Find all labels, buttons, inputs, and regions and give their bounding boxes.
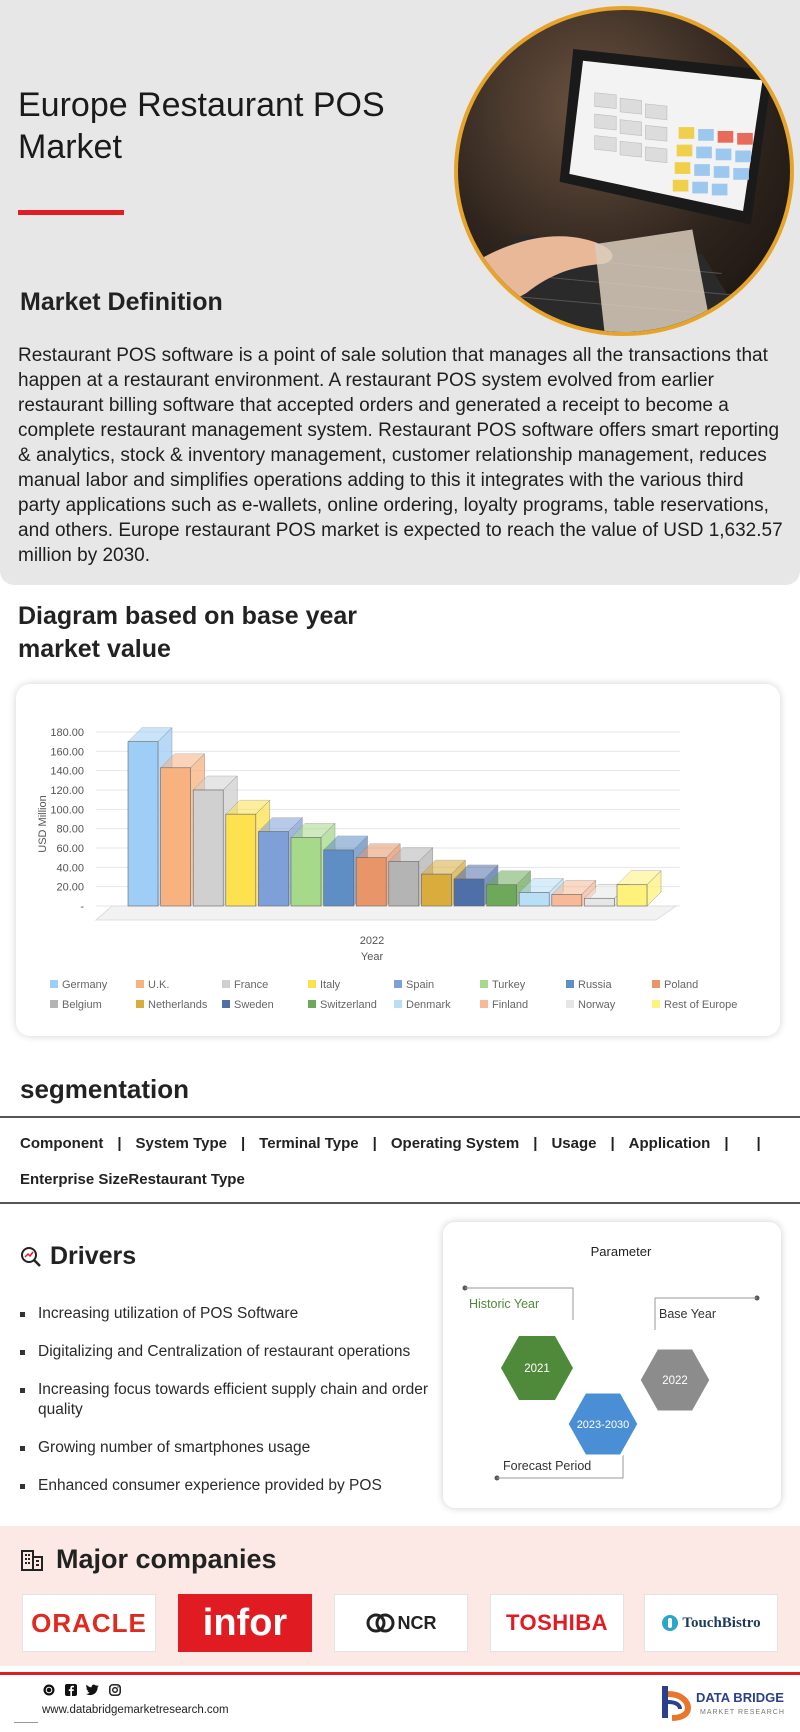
header-section <box>0 0 800 585</box>
legend-label: Rest of Europe <box>664 999 738 1011</box>
segmentation-divider-top <box>0 1116 800 1118</box>
data-bridge-mark-icon <box>662 1686 688 1718</box>
bar <box>552 894 582 906</box>
segmentation-item: Terminal Type <box>259 1135 359 1152</box>
legend-label: Poland <box>664 979 699 991</box>
parameter-diagram <box>443 1222 781 1508</box>
legend-label: Finland <box>492 999 529 1011</box>
x-tick-label: 2022 <box>359 935 385 947</box>
bar <box>258 832 288 906</box>
oracle-logo <box>22 1594 156 1652</box>
bar <box>519 892 549 906</box>
legend-swatch <box>136 1000 144 1008</box>
y-axis-label: USD Million <box>37 795 49 853</box>
legend-label: Denmark <box>406 999 451 1011</box>
y-tick-label: - <box>80 901 84 913</box>
market-definition-text: Restaurant POS software is a point of sale solution that manages all the transactions that happen at a restaurant environment. A restaurant POS system evolved from earlier restaurant billing software that accepted orders and generated a receipt to become a complete restaurant management system. Restaurant POS software offers smart reporting & analytics, stock & inventory management, customer relationship management, reduces manual labor and simplifies operations adding to this it integrates with the various third party applications such as e-wallets, online ordering, loyalty programs, table reservations, and others. Europe restaurant POS market is expected to reach the value of USD 1,632.57 million by 2030. <box>18 345 783 566</box>
data-bridge-brand-sub: MARKET RESEARCH <box>700 1709 785 1716</box>
companies-heading <box>20 1544 277 1575</box>
social-links <box>42 1683 121 1696</box>
segmentation-item: System Type <box>135 1135 227 1152</box>
parameter-title: Parameter <box>590 1244 652 1259</box>
infor-logo-text: infor <box>202 1601 288 1644</box>
legend-label: Turkey <box>492 979 526 991</box>
segmentation-separator: | <box>117 1135 122 1152</box>
segmentation-heading: segmentation <box>20 1074 190 1104</box>
y-tick-label: 60.00 <box>56 843 84 855</box>
historic-year-value: 2021 <box>524 1363 550 1375</box>
legend-swatch <box>566 980 574 988</box>
drivers-heading <box>20 1242 136 1271</box>
y-tick-label: 80.00 <box>56 823 84 836</box>
bar <box>128 742 158 906</box>
drivers-list <box>20 1304 440 1514</box>
forecast-period-value: 2023-2030 <box>576 1419 630 1431</box>
legend-label: Belgium <box>62 999 102 1011</box>
magnifier-icon <box>20 1246 42 1268</box>
segmentation-separator: | <box>372 1135 377 1152</box>
legend-label: Spain <box>406 979 435 991</box>
legend-swatch <box>480 1000 488 1008</box>
y-tick-label: 20.00 <box>56 881 84 894</box>
bar <box>454 879 484 906</box>
segmentation-separator: | <box>724 1135 729 1152</box>
footer-rule <box>14 1722 38 1723</box>
segmentation-item: Restaurant Type <box>128 1171 245 1188</box>
bar <box>617 885 647 906</box>
y-tick-label: 120.00 <box>50 785 84 797</box>
base-year-value: 2022 <box>662 1375 688 1387</box>
bar <box>421 874 451 906</box>
ncr-logo <box>334 1594 468 1652</box>
footer-divider <box>0 1672 800 1675</box>
pos-terminal-photo <box>454 6 794 336</box>
touchbistro-logo <box>644 1594 778 1652</box>
segmentation-separator: | <box>533 1135 538 1152</box>
ncr-logo-text: NCR <box>397 1612 437 1633</box>
driver-item: Increasing focus towards efficient supply chain and order quality <box>20 1380 440 1420</box>
legend-label: U.K. <box>148 979 170 991</box>
segmentation-list <box>20 1126 790 1198</box>
market-definition-heading: Market Definition <box>20 288 223 316</box>
legend-swatch <box>566 1000 574 1008</box>
building-icon <box>20 1548 44 1572</box>
legend-swatch <box>308 1000 316 1008</box>
y-tick-label: 100.00 <box>50 804 84 817</box>
bar <box>193 790 223 906</box>
ncr-mark-icon <box>366 1613 396 1633</box>
facebook-icon[interactable] <box>64 1683 77 1696</box>
historic-label: Historic Year <box>469 1297 540 1311</box>
instagram-icon[interactable] <box>108 1683 121 1696</box>
major-companies-section <box>0 1526 800 1666</box>
legend-swatch <box>50 980 58 988</box>
driver-item: Enhanced consumer experience provided by POS <box>20 1476 440 1496</box>
legend-label: Netherlands <box>148 999 208 1011</box>
chart-floor <box>96 906 676 920</box>
title-underline <box>18 210 124 215</box>
bar <box>356 858 386 906</box>
segmentation-item: Application <box>628 1135 711 1152</box>
legend-swatch <box>394 1000 402 1008</box>
segmentation-divider-bottom <box>0 1202 800 1204</box>
toshiba-logo <box>490 1594 624 1652</box>
legend-label: Russia <box>578 979 612 991</box>
chart-card <box>16 684 780 1036</box>
data-bridge-brand-name: DATA BRIDGE <box>696 1690 784 1705</box>
legend-label: Germany <box>62 979 108 991</box>
companies-heading-text: Major companies <box>56 1544 277 1574</box>
legend-swatch <box>308 980 316 988</box>
segmentation-item: Usage <box>551 1135 597 1152</box>
legend-label: Sweden <box>234 999 274 1011</box>
base-label: Base Year <box>659 1307 716 1321</box>
whatsapp-icon[interactable] <box>42 1683 55 1696</box>
forecast-label: Forecast Period <box>503 1459 592 1473</box>
twitter-icon[interactable] <box>86 1683 99 1696</box>
bar-chart <box>16 684 780 1036</box>
legend-swatch <box>222 980 230 988</box>
legend-swatch <box>652 980 660 988</box>
touchbistro-logo-text: TouchBistro <box>682 1614 761 1631</box>
segmentation-separator: | <box>756 1135 761 1152</box>
toshiba-logo-text: TOSHIBA <box>505 1610 609 1635</box>
legend-swatch <box>50 1000 58 1008</box>
legend-label: Italy <box>320 979 341 991</box>
bar <box>291 837 321 906</box>
bar <box>226 814 256 906</box>
legend-swatch <box>480 980 488 988</box>
bar <box>389 862 419 906</box>
legend-label: Norway <box>578 999 616 1011</box>
legend-swatch <box>222 1000 230 1008</box>
legend-label: Switzerland <box>320 999 377 1011</box>
pos-terminal-illustration <box>458 10 790 332</box>
y-tick-label: 40.00 <box>56 862 84 875</box>
driver-item: Growing number of smartphones usage <box>20 1438 440 1458</box>
segmentation-item: Component <box>20 1135 104 1152</box>
segmentation-separator: | <box>610 1135 615 1152</box>
parameter-card <box>443 1222 781 1508</box>
bar <box>584 898 614 906</box>
legend-swatch <box>394 980 402 988</box>
chart-heading: Diagram based on base year market value <box>18 602 358 663</box>
legend-label: France <box>234 979 269 991</box>
data-bridge-logo <box>660 1680 790 1724</box>
segmentation-separator: | <box>240 1135 246 1152</box>
segmentation-item: Enterprise Size <box>20 1171 129 1188</box>
oracle-logo-text: ORACLE <box>31 1607 147 1638</box>
drivers-heading-text: Drivers <box>50 1242 137 1270</box>
website-link[interactable]: www.databridgemarketresearch.com <box>42 1704 229 1716</box>
y-tick-label: 180.00 <box>50 727 84 739</box>
legend-swatch <box>136 980 144 988</box>
bar <box>161 768 191 906</box>
driver-item: Digitalizing and Centralization of restaurant operations <box>20 1342 440 1362</box>
legend-swatch <box>652 1000 660 1008</box>
y-tick-label: 140.00 <box>50 765 84 778</box>
touchbistro-mark-icon <box>661 1614 679 1632</box>
segmentation-item: Operating System <box>390 1135 520 1152</box>
x-axis-label: Year <box>360 951 384 963</box>
driver-item: Increasing utilization of POS Software <box>20 1304 440 1324</box>
y-tick-label: 160.00 <box>50 746 84 759</box>
bar <box>487 885 517 906</box>
bar <box>324 850 354 906</box>
infor-logo <box>178 1594 312 1652</box>
page-title: Europe Restaurant POS Market <box>18 86 385 166</box>
